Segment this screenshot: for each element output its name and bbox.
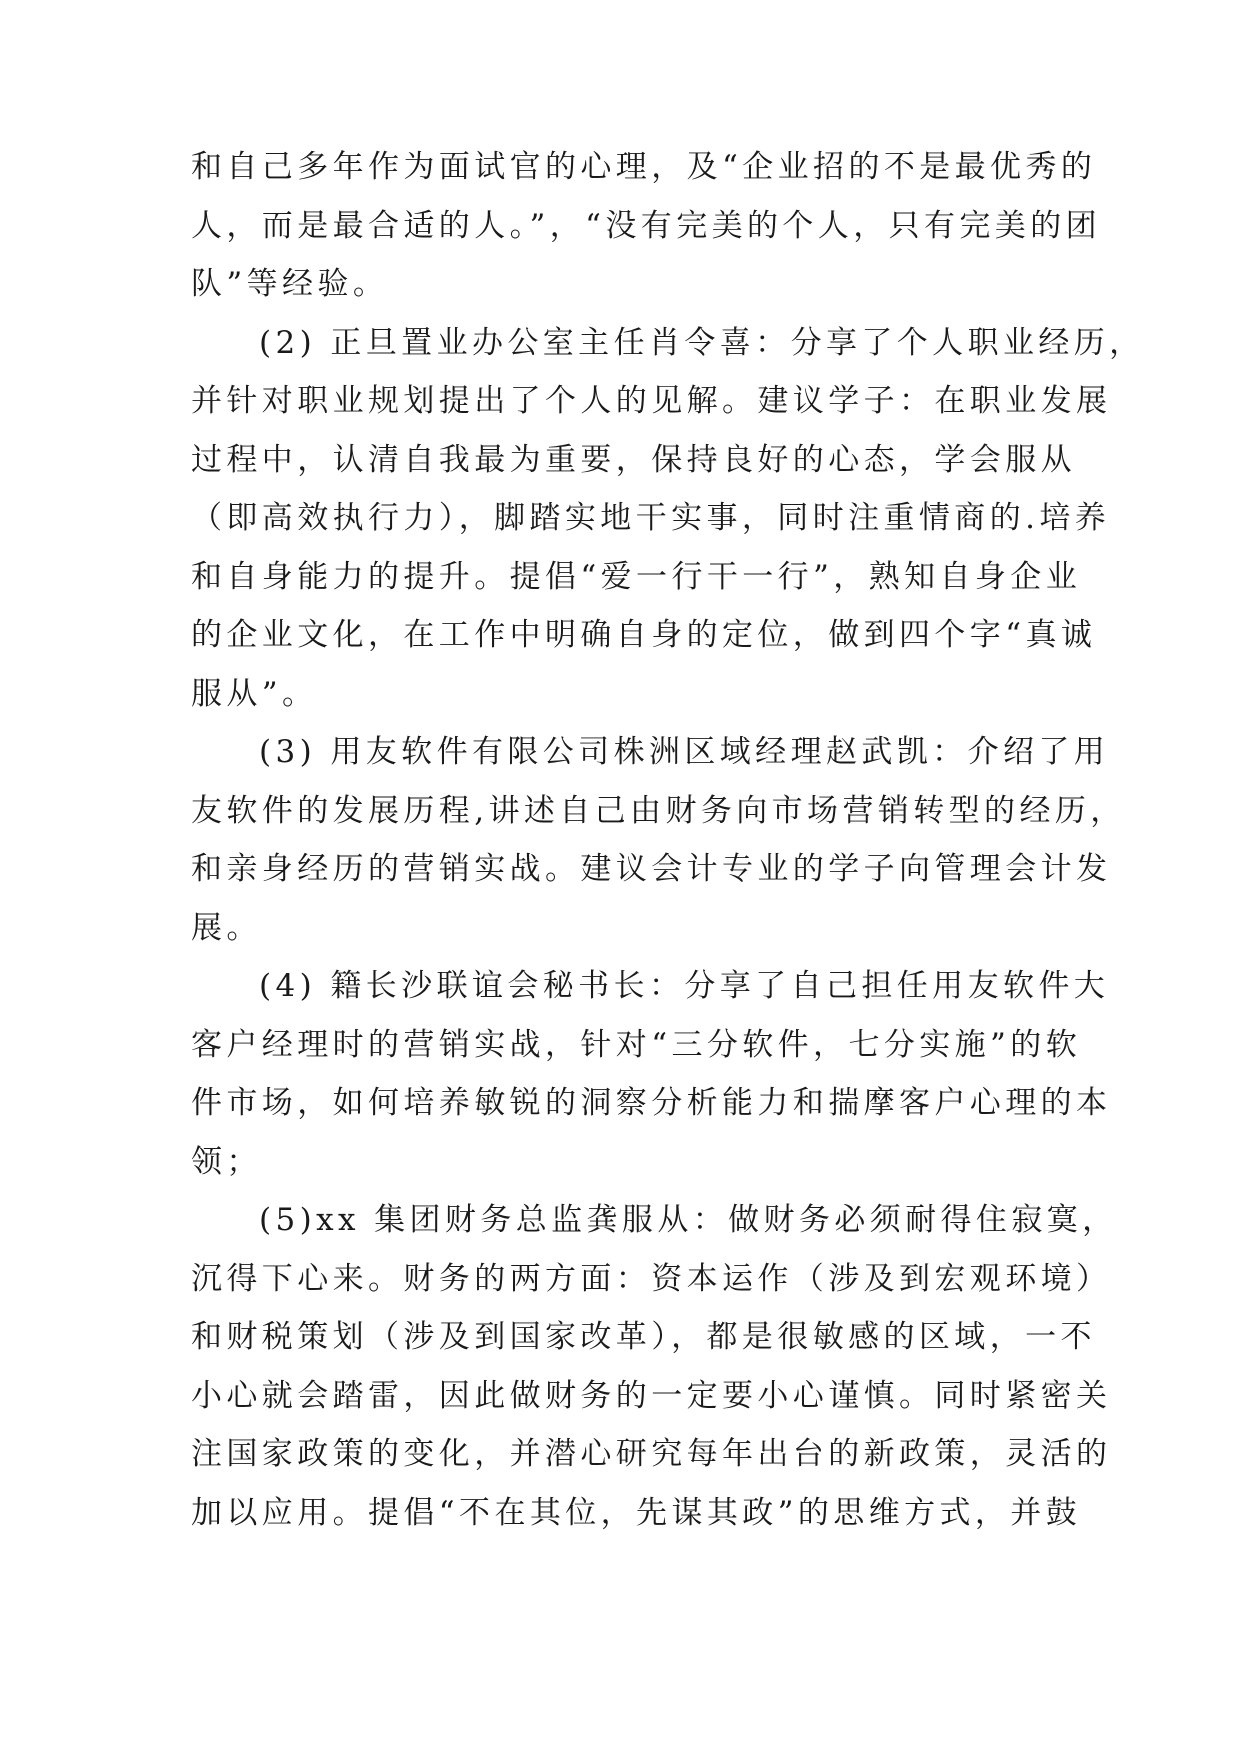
text-line: 服从”。 xyxy=(191,675,318,712)
text-line: 注国家政策的变化，并潜心研究每年出台的新政策，灵活的 xyxy=(191,1436,1112,1472)
text-line: 人，而是最合适的人。”，“没有完美的个人，只有完美的团 xyxy=(191,207,1101,244)
text-line: 的企业文化，在工作中明确自身的定位，做到四个字“真诚 xyxy=(191,617,1097,653)
paragraph-1 xyxy=(191,138,1101,314)
text-line: 客户经理时的营销实战，针对“三分软件，七分实施”的软 xyxy=(191,1026,1082,1063)
text-line: 并针对职业规划提出了个人的见解。建议学子：在职业发展 xyxy=(191,383,1112,419)
text-line: (2) 正旦置业办公室主任肖令喜：分享了个人职业经历， xyxy=(259,324,1145,361)
text-line: 过程中，认清自我最为重要，保持良好的心态，学会服从 xyxy=(191,441,1076,478)
paragraph-3 xyxy=(191,723,1126,957)
text-line: 和亲身经历的营销实战。建议会计专业的学子向管理会计发 xyxy=(191,851,1112,887)
text-line: (5)xx 集团财务总监龚服从：做财务必须耐得住寂寞， xyxy=(259,1202,1118,1238)
document-page xyxy=(191,138,1145,1542)
text-line: 加以应用。提倡“不在其位，先谋其政”的思维方式，并鼓 xyxy=(191,1494,1082,1531)
paragraph-5 xyxy=(191,1191,1118,1542)
text-line: 和自己多年作为面试官的心理，及“企业招的不是最优秀的 xyxy=(191,149,1097,185)
text-line: 件市场，如何培养敏锐的洞察分析能力和揣摩客户心理的本 xyxy=(191,1085,1112,1121)
text-line: 队”等经验。 xyxy=(191,266,389,302)
paragraph-4 xyxy=(191,957,1112,1191)
text-line: 领； xyxy=(191,1143,262,1180)
text-line: 小心就会踏雷，因此做财务的一定要小心谨慎。同时紧密关 xyxy=(191,1377,1112,1414)
text-line: (4) 籍长沙联谊会秘书长：分享了自己担任用友软件大 xyxy=(259,968,1110,1004)
text-line: 友软件的发展历程,讲述自己由财务向市场营销转型的经历， xyxy=(191,792,1126,829)
paragraph-2 xyxy=(191,314,1145,724)
text-line: 和财税策划（涉及到国家改革），都是很敏感的区域，一不 xyxy=(191,1319,1096,1355)
text-line: 和自身能力的提升。提倡“爱一行干一行”，熟知自身企业 xyxy=(191,558,1082,595)
text-line: (3) 用友软件有限公司株洲区域经理赵武凯：介绍了用 xyxy=(259,734,1110,770)
text-line: （即高效执行力），脚踏实地干实事，同时注重情商的.培养 xyxy=(191,500,1111,536)
text-line: 沉得下心来。财务的两方面：资本运作（涉及到宏观环境） xyxy=(191,1260,1112,1297)
text-line: 展。 xyxy=(191,909,262,946)
